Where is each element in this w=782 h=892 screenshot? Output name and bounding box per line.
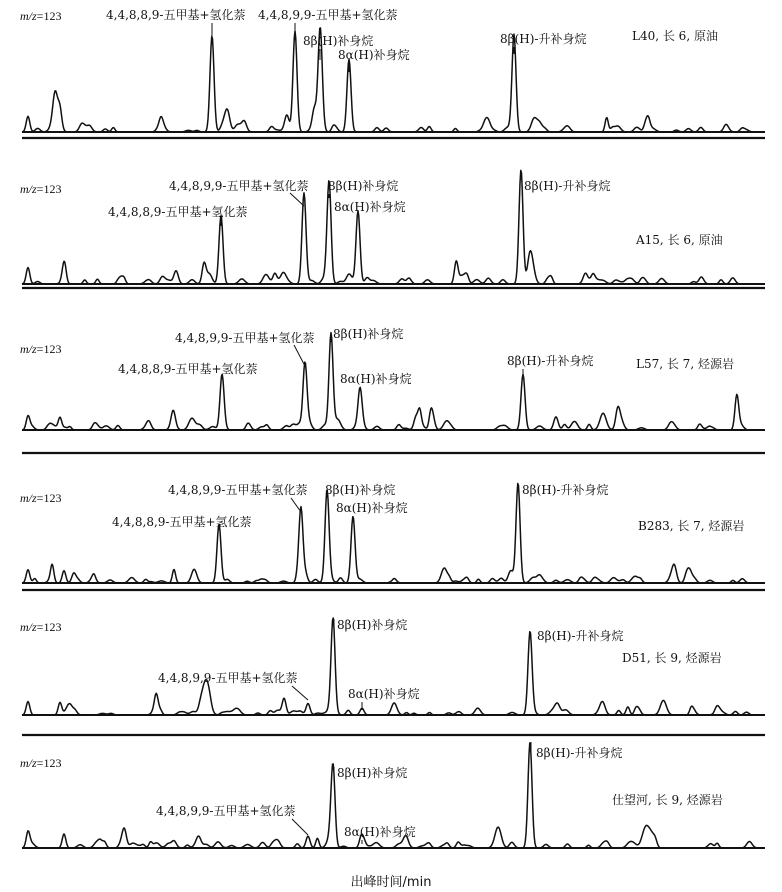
peak-label: 8β(H)-升补身烷 — [536, 746, 623, 760]
peak-label: 8β(H)补身烷 — [337, 766, 408, 780]
chromatogram-panel — [20, 326, 765, 453]
sample-label: A15, 长 6, 原油 — [636, 233, 723, 247]
peak-label: 8β(H)-升补身烷 — [507, 354, 594, 368]
mz-label — [20, 756, 61, 770]
peak-label: 4,4,8,9,9-五甲基+氢化萘 — [168, 483, 308, 497]
peak-label: 4,4,8,8,9-五甲基+氢化萘 — [118, 362, 258, 376]
mz-label — [20, 620, 61, 634]
peak-label: 8β(H)-升补身烷 — [537, 629, 624, 643]
peak-label: 4,4,8,8,9-五甲基+氢化萘 — [108, 205, 248, 219]
peak-label: 8α(H)补身烷 — [340, 372, 412, 386]
peak-label: 8β(H)-升补身烷 — [524, 179, 611, 193]
sample-label: D51, 长 9, 烃源岩 — [622, 651, 722, 665]
mz-prefix: m/z — [20, 756, 37, 770]
peak-leader-line — [292, 686, 308, 700]
peak-label: 8α(H)补身烷 — [348, 687, 420, 701]
mz-prefix: m/z — [20, 491, 37, 505]
peak-label: 8β(H)-升补身烷 — [500, 32, 587, 46]
mz-value: =123 — [36, 342, 62, 356]
peak-label: 4,4,8,9,9-五甲基+氢化萘 — [169, 179, 309, 193]
chromatogram-panel — [20, 482, 765, 590]
sample-label: L57, 长 7, 烃源岩 — [636, 357, 734, 371]
chromatogram-panels — [20, 7, 765, 848]
x-axis-label: 出峰时间/min — [350, 875, 432, 890]
chromatogram-panel — [20, 742, 765, 848]
peak-label: 4,4,8,9,9-五甲基+氢化萘 — [175, 331, 315, 345]
peak-label: 8α(H)补身烷 — [336, 501, 408, 515]
peak-label: 8α(H)补身烷 — [344, 825, 416, 839]
sample-label: B283, 长 7, 烃源岩 — [638, 519, 745, 533]
mz-label — [20, 342, 61, 356]
peak-label: 8β(H)-升补身烷 — [522, 483, 609, 497]
mz-prefix: m/z — [20, 620, 37, 634]
mz-label — [20, 9, 61, 23]
mz-prefix: m/z — [20, 9, 37, 23]
chromatogram-panel — [20, 7, 765, 138]
sample-label: L40, 长 6, 原油 — [632, 29, 718, 43]
mz-label — [20, 491, 61, 505]
mz-value: =123 — [36, 491, 62, 505]
peak-label: 8α(H)补身烷 — [338, 48, 410, 62]
mz-value: =123 — [36, 620, 62, 634]
peak-label: 8α(H)补身烷 — [334, 200, 406, 214]
peak-leader-line — [294, 345, 305, 366]
peak-label: 4,4,8,9,9-五甲基+氢化萘 — [158, 671, 298, 685]
chromatogram-trace — [22, 484, 765, 583]
peak-label: 4,4,8,8,9-五甲基+氢化萘 — [106, 8, 246, 22]
peak-label: 4,4,8,9,9-五甲基+氢化萘 — [258, 8, 398, 22]
mz-value: =123 — [36, 756, 62, 770]
peak-leader-line — [291, 498, 301, 512]
peak-label: 8β(H)补身烷 — [337, 618, 408, 632]
mz-prefix: m/z — [20, 182, 37, 196]
peak-label: 8β(H)补身烷 — [325, 483, 396, 497]
chromatogram-panel — [20, 170, 765, 288]
mz-label — [20, 182, 61, 196]
peak-leader-line — [290, 193, 304, 206]
peak-label: 4,4,8,8,9-五甲基+氢化萘 — [112, 515, 252, 529]
chromatogram-panel — [20, 617, 765, 735]
peak-label: 4,4,8,9,9-五甲基+氢化萘 — [156, 804, 296, 818]
peak-label: 8β(H)补身烷 — [328, 179, 399, 193]
peak-label: 8β(H)补身烷 — [303, 34, 374, 48]
mz-value: =123 — [36, 9, 62, 23]
sample-label: 仕望河, 长 9, 烃源岩 — [612, 793, 723, 807]
chromatogram-trace — [22, 28, 765, 132]
peak-leader-line — [292, 819, 308, 835]
peak-label: 8β(H)补身烷 — [333, 327, 404, 341]
mz-prefix: m/z — [20, 342, 37, 356]
mz-value: =123 — [36, 182, 62, 196]
